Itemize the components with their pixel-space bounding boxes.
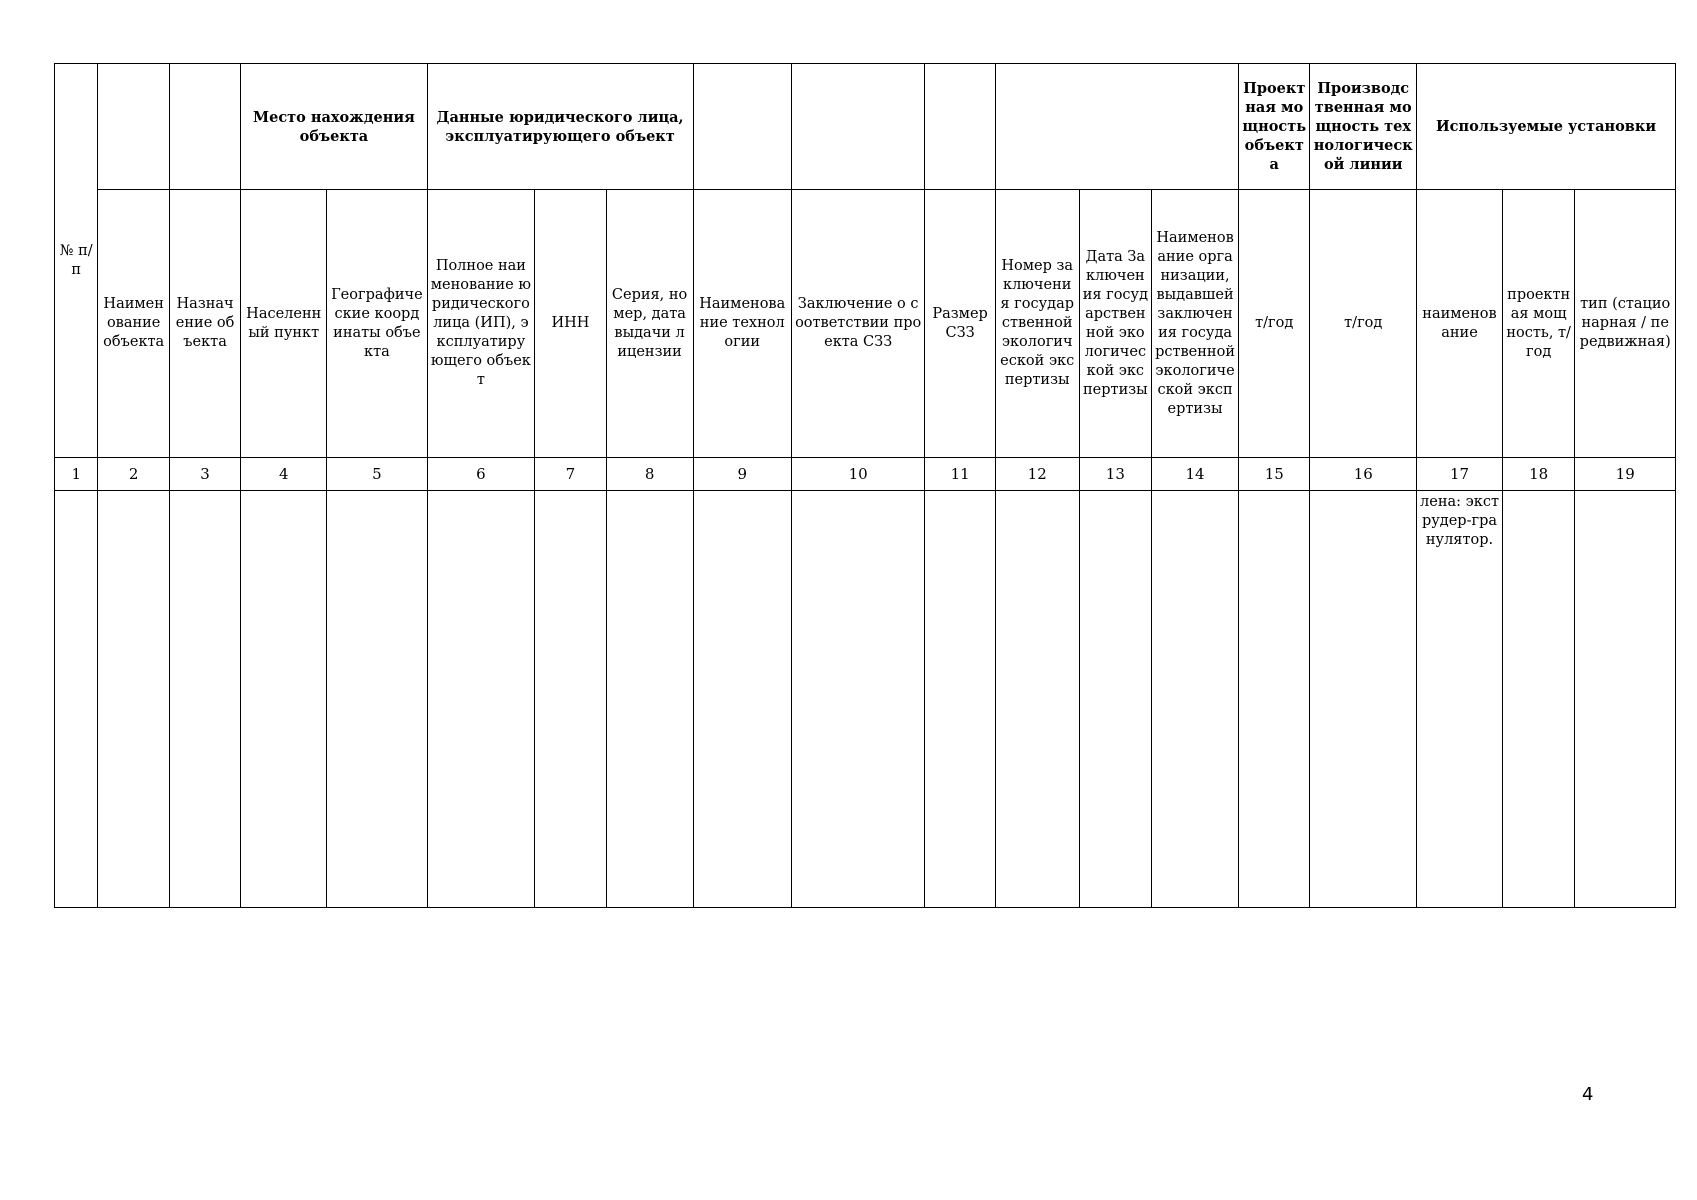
page-number: 4: [1582, 1084, 1594, 1105]
col-header: Серия, номер, дата выдачи лицензии: [606, 190, 693, 458]
table-cell: [535, 491, 606, 908]
col-number: 12: [995, 458, 1079, 491]
col-number: 3: [169, 458, 240, 491]
table-cell: [606, 491, 693, 908]
header-design-capacity: Проектная мощность объекта: [1239, 64, 1310, 190]
col-number: 10: [791, 458, 925, 491]
col-number: 14: [1152, 458, 1239, 491]
table-cell: [1575, 491, 1676, 908]
col-header: Размер СЗЗ: [925, 190, 995, 458]
col-number: 2: [98, 458, 169, 491]
table-cell: [427, 491, 535, 908]
header-empty-9: [693, 64, 791, 190]
table-cell: [1079, 491, 1151, 908]
col-number: 6: [427, 458, 535, 491]
col-header: проектная мощность, т/год: [1502, 190, 1574, 458]
col-header: Населенный пункт: [241, 190, 327, 458]
col-header: Заключение о соответствии проекта СЗЗ: [791, 190, 925, 458]
header-legal-entity: Данные юридического лица, эксплуатирующего объект: [427, 64, 693, 190]
table-cell: [925, 491, 995, 908]
header-empty-12-14: [995, 64, 1238, 190]
col-number: 8: [606, 458, 693, 491]
table-cell: [241, 491, 327, 908]
table-row: [55, 491, 1676, 908]
col-header: Наименование организации, выдавшей заключения государственной экологической экспертизы: [1152, 190, 1239, 458]
table-cell: [55, 491, 98, 908]
col-number: 17: [1417, 458, 1503, 491]
col-number: 18: [1502, 458, 1574, 491]
table-cell: [1310, 491, 1417, 908]
table-cell: [98, 491, 169, 908]
table-cell-installation-name: лена: экструдер-гранулятор.: [1417, 491, 1503, 908]
col-number: 19: [1575, 458, 1676, 491]
col-number: 4: [241, 458, 327, 491]
header-production-capacity: Производственная мощность технологической линии: [1310, 64, 1417, 190]
col-header: Дата Заключения государственной экологической экспертизы: [1079, 190, 1151, 458]
col-header: т/год: [1310, 190, 1417, 458]
column-header-row: [55, 190, 1676, 458]
header-empty-2: [98, 64, 169, 190]
col-header: Назначение объекта: [169, 190, 240, 458]
group-header-row: [55, 64, 1676, 190]
col-header: наименование: [1417, 190, 1503, 458]
header-empty-11: [925, 64, 995, 190]
table-cell: [693, 491, 791, 908]
col-header: т/год: [1239, 190, 1310, 458]
table-cell: [1502, 491, 1574, 908]
table-cell: [327, 491, 427, 908]
col-header: тип (стационарная / передвижная): [1575, 190, 1676, 458]
header-empty-10: [791, 64, 925, 190]
table-cell: [1239, 491, 1310, 908]
col-header: ИНН: [535, 190, 606, 458]
col-number: 9: [693, 458, 791, 491]
registry-table: [54, 63, 1676, 908]
header-num: № п/п: [55, 64, 98, 458]
table-cell: [169, 491, 240, 908]
col-header: Наименование объекта: [98, 190, 169, 458]
col-header: Наименование технологии: [693, 190, 791, 458]
col-number: 7: [535, 458, 606, 491]
col-number: 11: [925, 458, 995, 491]
table-cell: [1152, 491, 1239, 908]
table-cell: [791, 491, 925, 908]
col-header: Географические координаты объекта: [327, 190, 427, 458]
col-number: 16: [1310, 458, 1417, 491]
header-installations: Используемые установки: [1417, 64, 1676, 190]
table-cell: [995, 491, 1079, 908]
header-empty-3: [169, 64, 240, 190]
col-number: 13: [1079, 458, 1151, 491]
col-number: 5: [327, 458, 427, 491]
header-location: Место нахождения объекта: [241, 64, 427, 190]
column-number-row: [55, 458, 1676, 491]
col-header: Полное наименование юридического лица (ИП), эксплуатирующего объект: [427, 190, 535, 458]
col-header: Номер заключения государственной экологической экспертизы: [995, 190, 1079, 458]
col-number: 1: [55, 458, 98, 491]
col-number: 15: [1239, 458, 1310, 491]
